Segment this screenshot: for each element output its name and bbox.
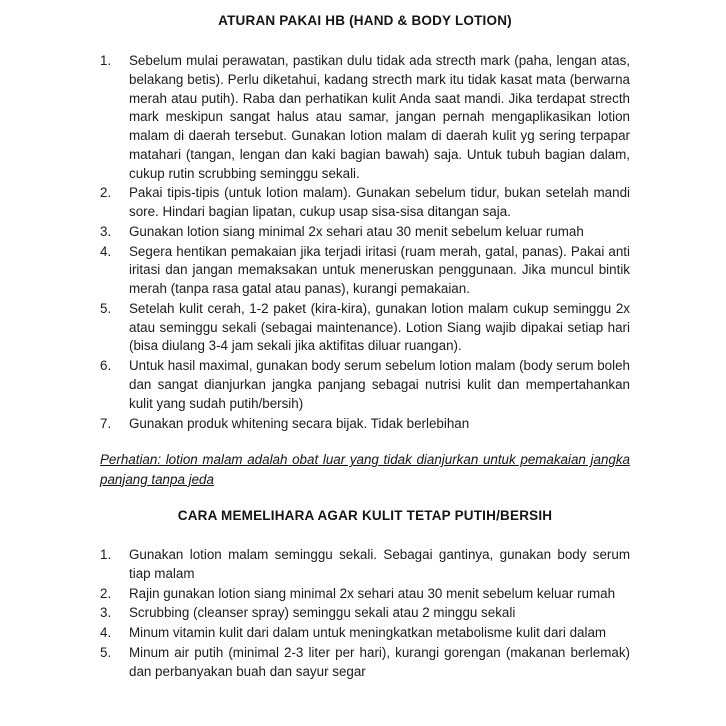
list-item-text: Setelah kulit cerah, 1-2 paket (kira-kira), gunakan lotion malam cukup seminggu 2x atau seminggu sekali (sebagai maintenance). Lotion Siang wajib dipakai setiap hari (bisa diulang 3-4 jam sekali jika aktifitas diluar ruangan). (129, 300, 630, 354)
list-item (100, 52, 630, 183)
list-item-text: Gunakan lotion siang minimal 2x sehari atau 30 menit sebelum keluar rumah (129, 223, 584, 239)
list-item-number: 5. (100, 300, 112, 316)
spacer (100, 523, 630, 546)
spacer (100, 28, 630, 52)
list-item (100, 184, 630, 222)
list-item-text: Minum air putih (minimal 2-3 liter per hari), kurangi gorengan (makanan berlemak) dan perbanyakan buah dan sayur segar (129, 645, 630, 679)
usage-rules-list (100, 52, 630, 433)
doc-title-maintenance: CARA MEMELIHARA AGAR KULIT TETAP PUTIH/BERSIH (177, 508, 553, 524)
list-item (100, 243, 630, 299)
list-item (100, 624, 630, 643)
list-item (100, 223, 630, 242)
maintenance-list (100, 546, 630, 681)
list-item (100, 357, 630, 413)
list-item (100, 644, 630, 682)
list-item (100, 546, 630, 584)
list-item-text: Rajin gunakan lotion siang minimal 2x sehari atau 30 menit sebelum keluar rumah (129, 585, 616, 601)
list-item-number: 7. (100, 415, 112, 431)
doc-title-usage-rules: ATURAN PAKAI HB (HAND & BODY LOTION) (218, 13, 512, 28)
list-item (100, 585, 630, 604)
list-item-number: 5. (100, 645, 112, 661)
list-item-text: Scrubbing (cleanser spray) seminggu sekali atau 2 minggu sekali (129, 605, 516, 621)
spacer (100, 489, 630, 508)
list-item-number: 6. (100, 358, 112, 374)
list-item-number: 4. (100, 625, 112, 641)
list-item-number: 2. (100, 185, 112, 201)
list-item-number: 1. (100, 53, 112, 68)
warning-note: Perhatian: lotion malam adalah obat luar yang tidak dianjurkan untuk pemakaian jangka panjang tanpa jeda (100, 452, 630, 487)
list-item-text: Pakai tipis-tipis (untuk lotion malam). Gunakan sebelum tidur, bukan setelah mandi sore. Hindari bagian lipatan, cukup usap sisa-sisa ditangan saja. (129, 185, 630, 220)
list-item-number: 4. (100, 243, 112, 259)
list-item-number: 2. (100, 585, 112, 601)
list-item-number: 3. (100, 605, 112, 621)
list-item-text: Minum vitamin kulit dari dalam untuk meningkatkan metabolisme kulit dari dalam (129, 625, 607, 641)
list-item-number: 1. (100, 547, 112, 563)
list-item-text: Gunakan lotion malam seminggu sekali. Sebagai gantinya, gunakan body serum tiap malam (129, 547, 630, 581)
list-item (100, 415, 630, 434)
list-item-number: 3. (100, 223, 112, 239)
list-item (100, 300, 630, 356)
list-item-text: Untuk hasil maximal, gunakan body serum sebelum lotion malam (body serum boleh dan sangat dianjurkan jangka panjang sebagai nutrisi kulit dan mempertahankan kulit yang sudah putih/bersih) (129, 358, 630, 411)
list-item (100, 604, 630, 623)
list-item-text: Segera hentikan pemakaian jika terjadi iritasi (ruam merah, gatal, panas). Pakai anti iritasi dan jangan memaksakan untuk meneruskan penggunaan. Jika muncul bintik merah (tanpa rasa gatal atau panas), kurangi pemakaian. (129, 243, 630, 297)
list-item-text: Gunakan produk whitening secara bijak. Tidak berlebihan (129, 415, 470, 431)
list-item-text: Sebelum mulai perawatan, pastikan dulu tidak ada strecth mark (paha, lengan atas, belakang betis). Perlu diketahui, kadang strecth mark itu tidak kasat mata (berwarna merah atau putih). Raba dan perhatikan kulit Anda saat mandi. Jika terdapat strecth mark meskipun sangat halus atau samar, jangan pernah mengaplikasikan lotion malam di daerah tersebut. Gunakan lotion malam di daerah kulit yg sering terpapar matahari (tangan, lengan dan kaki bagian bawah) saja. Untuk tubuh bagian dalam, cukup rutin scrubbing seminggu sekali. (129, 53, 630, 181)
